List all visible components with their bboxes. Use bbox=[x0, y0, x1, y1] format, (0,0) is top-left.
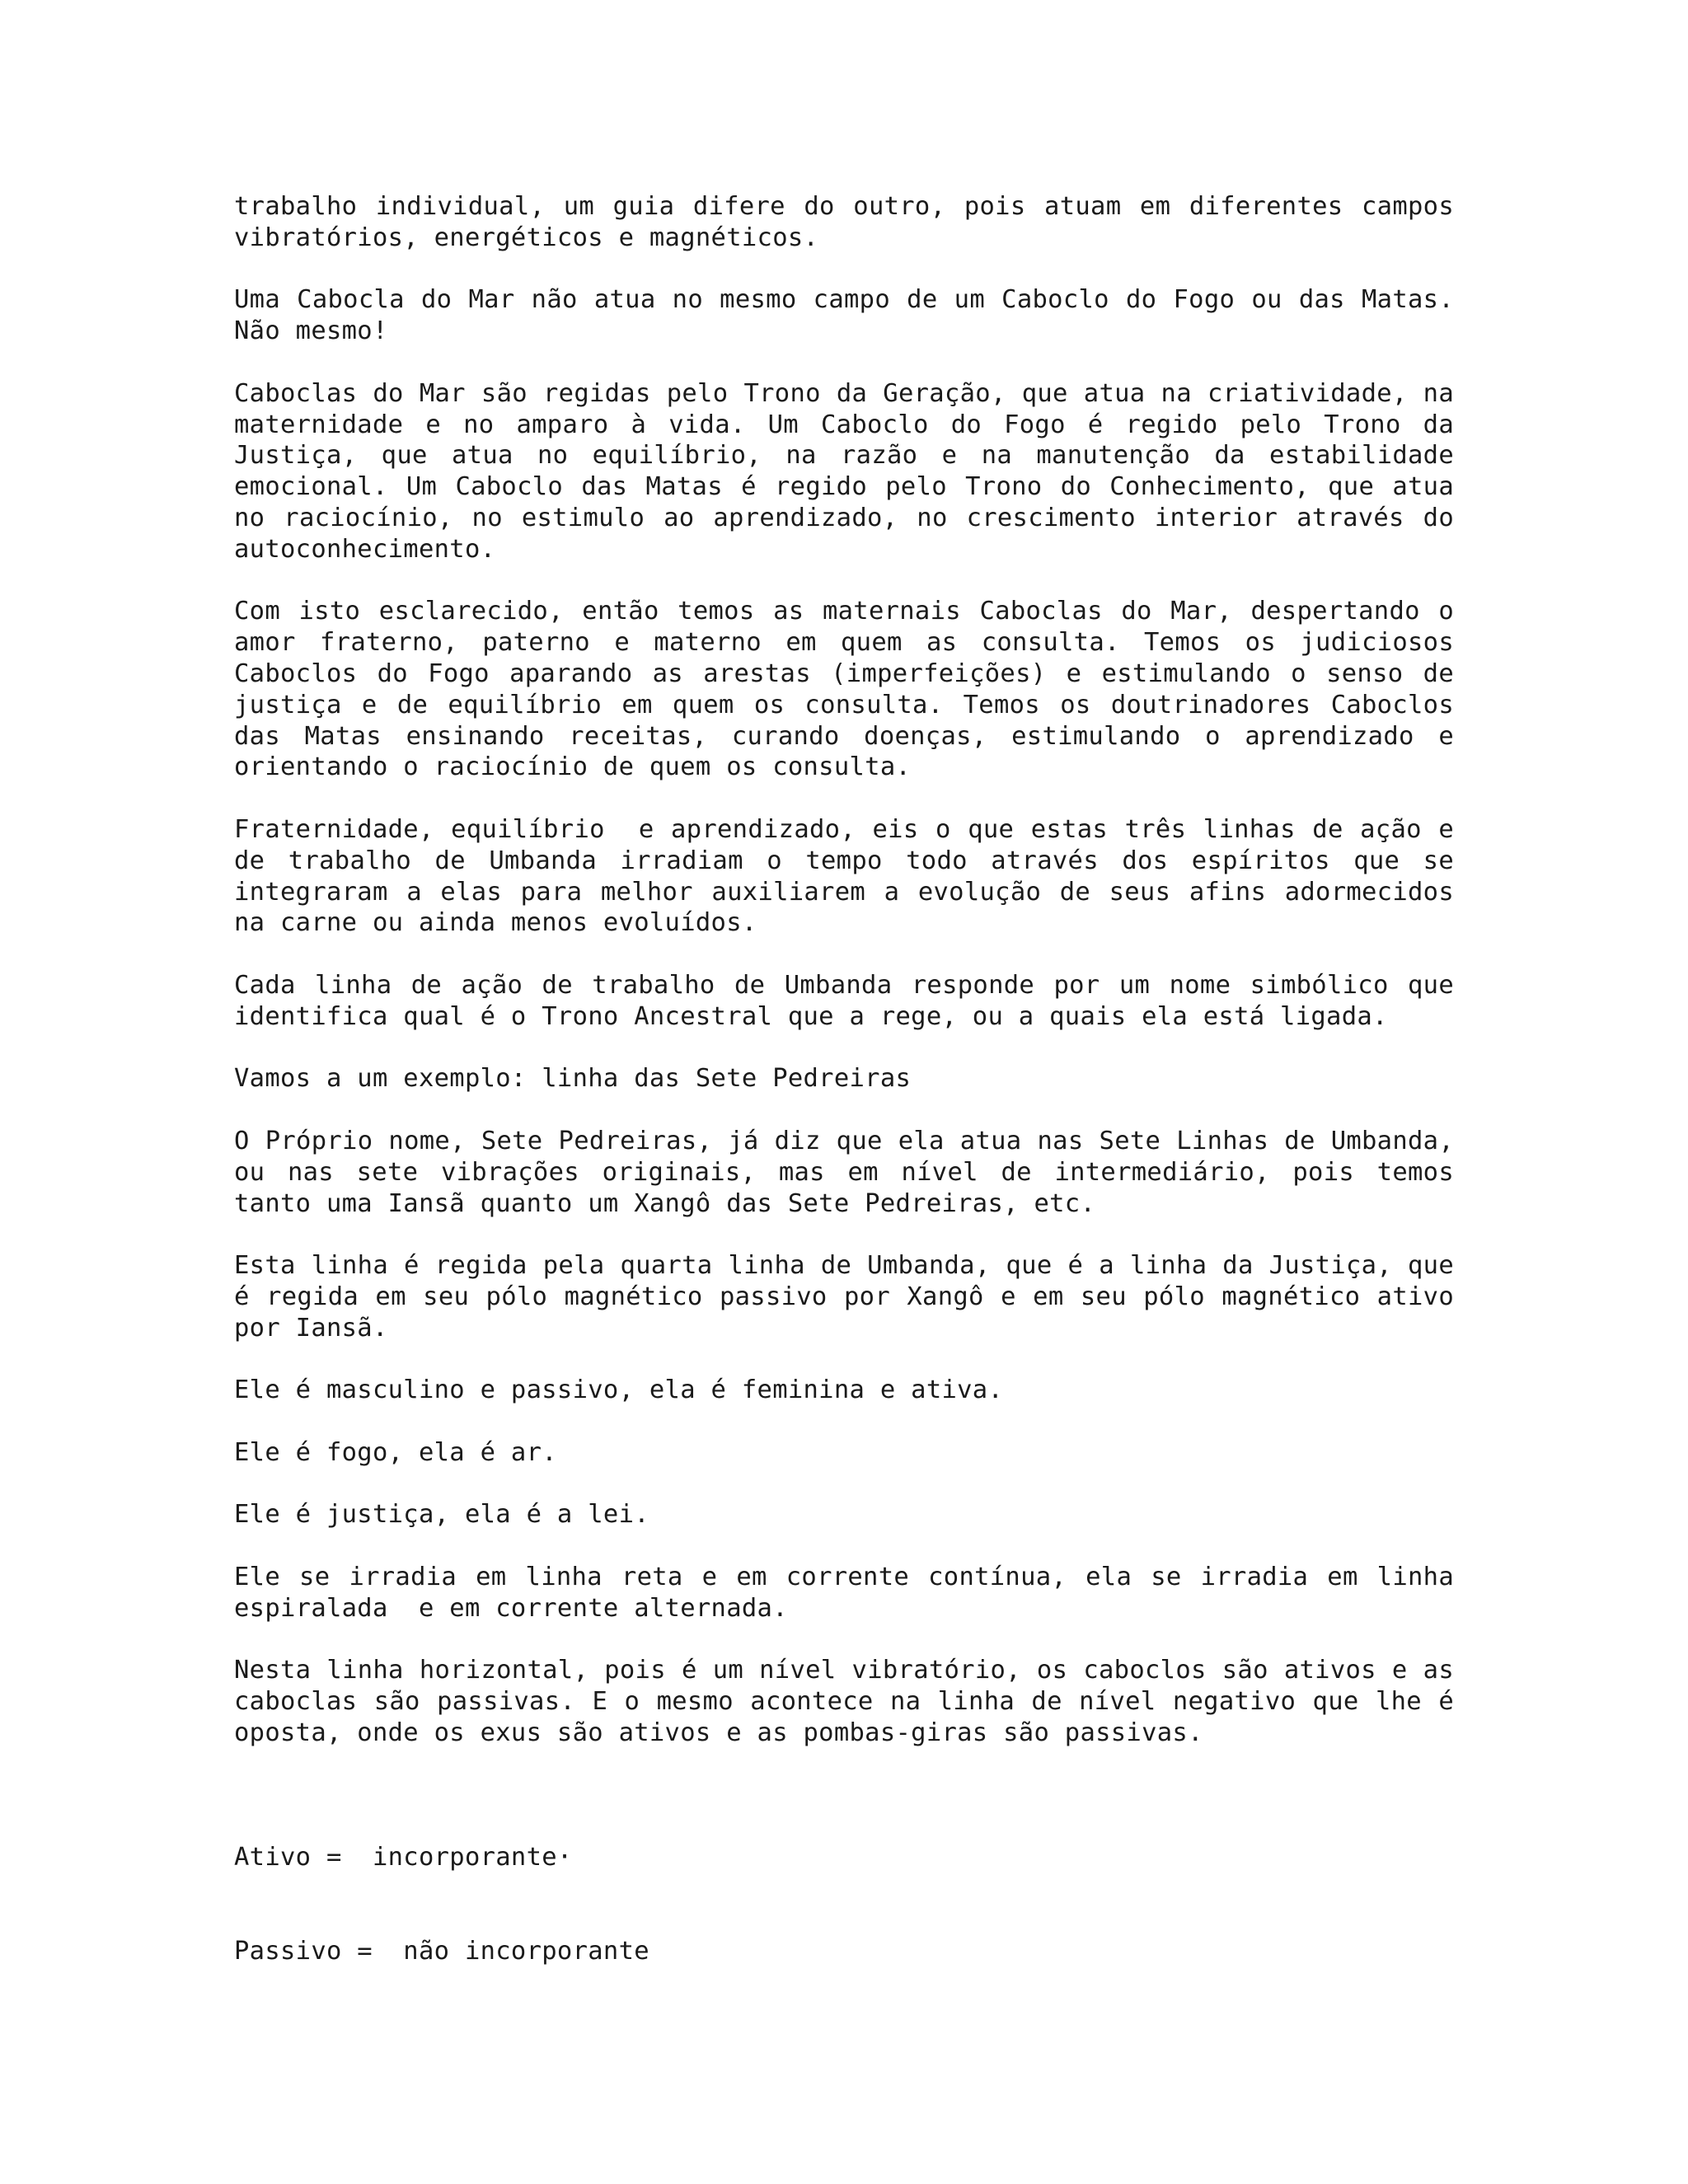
paragraph: Uma Cabocla do Mar não atua no mesmo campo de um Caboclo do Fogo ou das Matas. Não mesmo! bbox=[234, 285, 1470, 346]
paragraph: Ele é justiça, ela é a lei. bbox=[234, 1500, 649, 1530]
paragraph: Ele é fogo, ela é ar. bbox=[234, 1437, 557, 1467]
paragraph: O Próprio nome, Sete Pedreiras, já diz que ela atua nas Sete Linhas de Umbanda, ou nas sete vibrações originais, mas em nível de intermediário, pois temos tanto uma Iansã quanto um Xangô das Sete Pedreiras, etc. bbox=[234, 1126, 1470, 1218]
paragraph: Esta linha é regida pela quarta linha de Umbanda, que é a linha da Justiça, que é regida em seu pólo magnético passivo por Xangô e em seu pólo magnético ativo por Iansã. bbox=[234, 1251, 1470, 1343]
paragraph: Ele se irradia em linha reta e em corrente contínua, ela se irradia em linha espiralada e em corrente alternada. bbox=[234, 1563, 1470, 1623]
paragraph: Nesta linha horizontal, pois é um nível vibratório, os caboclos são ativos e as caboclas são passivas. E o mesmo acontece na linha de nível negativo que lhe é oposta, onde os exus são ativos e as pombas-giras são passivas. bbox=[234, 1656, 1470, 1748]
definition-passive: Passivo = não incorporante bbox=[234, 1936, 649, 1966]
paragraph: Fraternidade, equilíbrio e aprendizado, eis o que estas três linhas de ação e de trabalho de Umbanda irradiam o tempo todo através dos espíritos que se integraram a elas para melhor auxiliarem a evolução de seus afins adormecidos na carne ou ainda menos evoluídos. bbox=[234, 814, 1470, 938]
document-body bbox=[234, 191, 1470, 2029]
paragraph: trabalho individual, um guia difere do outro, pois atuam em diferentes campos vibratórios, energéticos e magnéticos. bbox=[234, 192, 1470, 252]
paragraph: Cada linha de ação de trabalho de Umbanda responde por um nome simbólico que identifica qual é o Trono Ancestral que a rege, ou a quais ela está ligada. bbox=[234, 970, 1470, 1031]
definitions-block bbox=[234, 1780, 1454, 2029]
paragraph: Vamos a um exemplo: linha das Sete Pedreiras bbox=[234, 1064, 912, 1094]
definition-active: Ativo = incorporante· bbox=[234, 1843, 573, 1872]
paragraph: Ele é masculino e passivo, ela é feminina e ativa. bbox=[234, 1376, 1004, 1405]
paragraph: Caboclas do Mar são regidas pelo Trono da Geração, que atua na criatividade, na maternidade e no amparo à vida. Um Caboclo do Fogo é regido pelo Trono da Justiça, que atua no equilíbrio, na razão e na manutenção da estabilidade emocional. Um Caboclo das Matas é regido pelo Trono do Conhecimento, que atua no raciocínio, no estimulo ao aprendizado, no crescimento interior através do autoconhecimento. bbox=[234, 378, 1470, 564]
paragraph: Com isto esclarecido, então temos as maternais Caboclas do Mar, despertando o amor fraterno, paterno e materno em quem as consulta. Temos os judiciosos Caboclos do Fogo aparando as arestas (imperfeições) e estimulando o senso de justiça e de equilíbrio em quem os consulta. Temos os doutrinadores Caboclos das Matas ensinando receitas, curando doenças, estimulando o aprendizado e orientando o raciocínio de quem os consulta. bbox=[234, 597, 1470, 782]
